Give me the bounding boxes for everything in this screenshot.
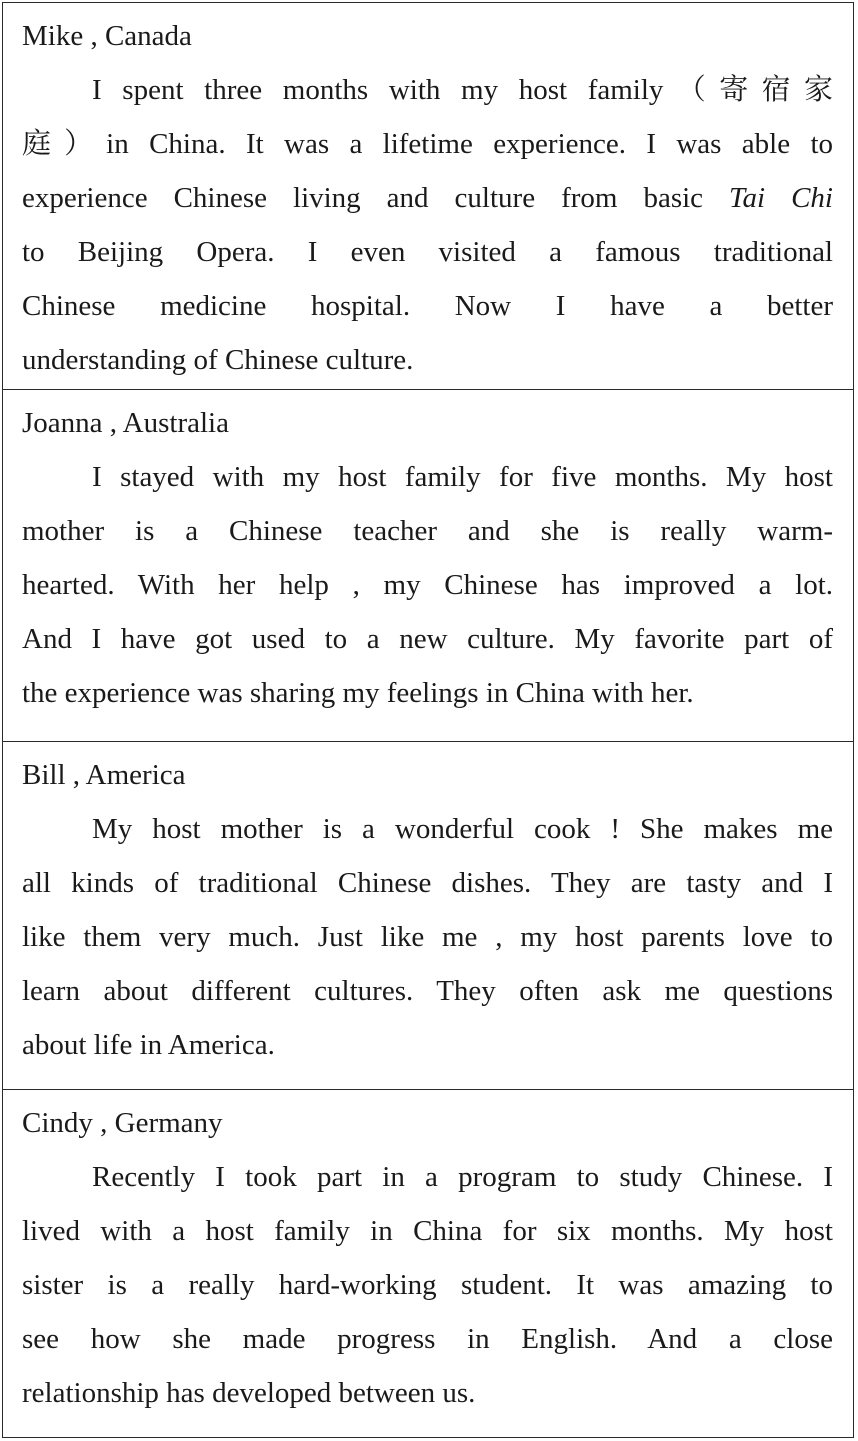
text-line: And I have got used to a new culture. My favorite part of	[22, 623, 833, 655]
text-line: the experience was sharing my feelings in China with her.	[22, 677, 694, 709]
text-line: mother is a Chinese teacher and she is really warm-	[22, 515, 833, 547]
text-line: learn about different cultures. They often ask me questions	[22, 975, 833, 1007]
text-line: like them very much. Just like me , my host parents love to	[22, 921, 833, 953]
text-line: 庭）in China. It was a lifetime experience. I was able to	[22, 128, 833, 160]
text-line: about life in America.	[22, 1029, 275, 1061]
entry-author: Mike , Canada	[22, 20, 192, 52]
entry-text	[22, 1150, 833, 1420]
text-line: see how she made progress in English. And a close	[22, 1323, 833, 1355]
text-line: Chinese medicine hospital. Now I have a better	[22, 290, 833, 322]
text-line: relationship has developed between us.	[22, 1377, 476, 1409]
text-line: to Beijing Opera. I even visited a famous traditional	[22, 236, 833, 268]
text-line: I stayed with my host family for five months. My host	[92, 461, 833, 493]
entry-cindy	[3, 1089, 853, 1437]
testimonials-table	[2, 2, 854, 1438]
entry-joanna	[3, 389, 853, 741]
text-line: lived with a host family in China for six months. My host	[22, 1215, 833, 1247]
italic-term: Tai Chi	[729, 182, 833, 214]
text-line: My host mother is a wonderful cook ! She makes me	[92, 813, 833, 845]
text-line: understanding of Chinese culture.	[22, 344, 414, 376]
text-line: hearted. With her help , my Chinese has improved a lot.	[22, 569, 833, 601]
entry-mike	[3, 3, 853, 389]
text-line: all kinds of traditional Chinese dishes. They are tasty and I	[22, 867, 833, 899]
text-fragment: experience Chinese living and culture from basic	[22, 182, 730, 214]
entry-bill	[3, 741, 853, 1089]
entry-author: Joanna , Australia	[22, 407, 229, 439]
text-line: Recently I took part in a program to study Chinese. I	[92, 1161, 833, 1193]
text-line: I spent three months with my host family（寄宿家	[92, 74, 833, 106]
entry-author: Bill , America	[22, 759, 186, 791]
text-line-with-term	[22, 171, 833, 225]
entry-text	[22, 802, 833, 1072]
entry-text	[22, 63, 833, 387]
entry-author: Cindy , Germany	[22, 1107, 223, 1139]
text-line: sister is a really hard-working student. It was amazing to	[22, 1269, 833, 1301]
entry-text	[22, 450, 833, 720]
